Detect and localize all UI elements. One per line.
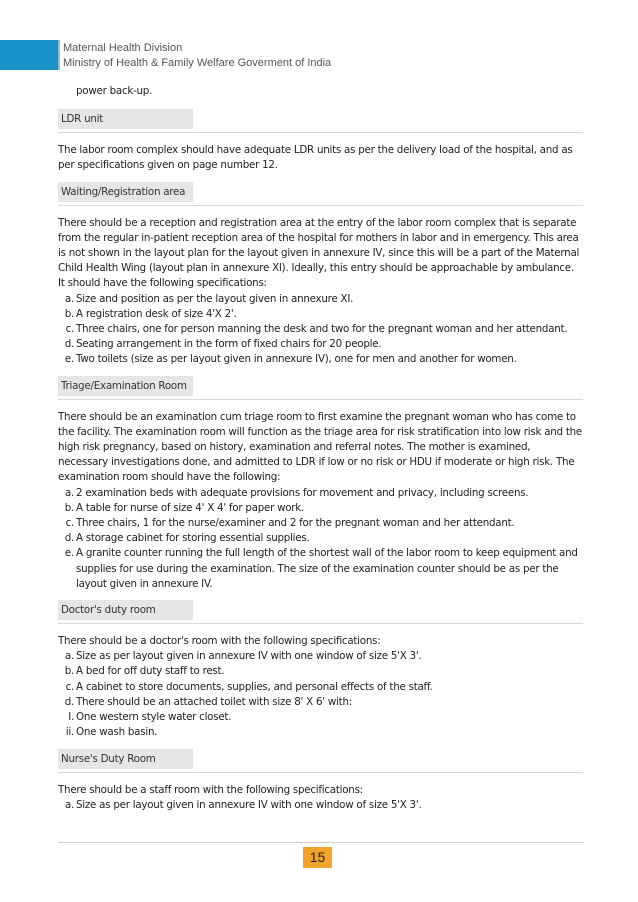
section-divider xyxy=(58,772,583,773)
list-item xyxy=(58,322,583,337)
list-marker: d. xyxy=(64,338,74,351)
header-divider xyxy=(58,40,60,70)
list-marker: I. xyxy=(68,711,74,724)
list-item-text: Three chairs, 1 for the nurse/examiner and 2 for the pregnant woman and her attendant. xyxy=(76,517,515,530)
list-item xyxy=(58,337,583,352)
spec-list xyxy=(58,649,583,740)
list-item-text: Size as per layout given in annexure IV with one window of size 5'X 3'. xyxy=(76,650,422,663)
list-item xyxy=(58,680,583,695)
list-item xyxy=(58,695,583,710)
section-divider xyxy=(58,623,583,624)
list-item xyxy=(58,307,583,322)
section-paragraph: The labor room complex should have adequate LDR units as per the delivery load of the hospital, and as per specifications given on page number 12. xyxy=(58,144,573,172)
section-nurses-duty-room xyxy=(58,749,583,813)
list-marker: e. xyxy=(64,353,74,366)
list-item-text: Size as per layout given in annexure IV with one window of size 5'X 3'. xyxy=(76,798,422,811)
list-item xyxy=(58,501,583,516)
header-accent-bar xyxy=(0,40,58,70)
list-item-text: A cabinet to store documents, supplies, and personal effects of the staff. xyxy=(76,680,433,693)
list-item-text: A registration desk of size 4'X 2'. xyxy=(76,307,237,320)
page-number: 15 xyxy=(303,847,332,868)
list-item-text: Size and position as per the layout given in annexure XI. xyxy=(76,292,354,305)
list-marker: d. xyxy=(64,695,74,708)
section-ldr-unit xyxy=(58,109,583,173)
spec-list xyxy=(58,486,583,592)
section-waiting-registration xyxy=(58,182,583,368)
section-doctors-duty-room xyxy=(58,600,583,740)
list-item xyxy=(58,649,583,664)
section-title: Triage/Examination Room xyxy=(58,376,193,396)
list-marker: a. xyxy=(64,650,74,663)
list-item-text: A storage cabinet for storing essential supplies. xyxy=(76,532,310,545)
section-divider xyxy=(58,132,583,133)
list-marker: a. xyxy=(64,292,74,305)
spec-list xyxy=(58,292,583,368)
list-marker: a. xyxy=(64,798,74,811)
lead-text: power back-up. xyxy=(76,85,153,97)
section-divider xyxy=(58,205,583,206)
section-title: LDR unit xyxy=(58,109,193,129)
spec-list xyxy=(58,798,583,813)
list-marker: c. xyxy=(65,323,74,336)
list-marker: b. xyxy=(64,307,74,320)
list-item xyxy=(58,516,583,531)
list-item xyxy=(58,531,583,546)
list-marker: b. xyxy=(64,501,74,514)
list-marker: a. xyxy=(64,486,74,499)
section-paragraph: There should be a reception and registration area at the entry of the labor room complex that is separate from the regular in-patient reception area of the hospital for mothers in labor and in emergency. This area is not shown in the layout plan for the layout given in annexure IV, since this will be a part of the Maternal Child Health Wing (layout plan in annexure XI). Ideally, this entry should be approachable by ambulance. It should have the following specifications: xyxy=(58,216,580,290)
list-item-text: There should be an attached toilet with size 8' X 6' with: xyxy=(76,695,352,708)
list-item xyxy=(58,292,583,307)
list-marker: e. xyxy=(64,547,74,560)
list-marker: d. xyxy=(64,532,74,545)
section-title: Waiting/Registration area xyxy=(58,182,193,202)
section-paragraph: There should be a staff room with the following specifications: xyxy=(58,783,363,796)
list-item-text: A bed for off duty staff to rest. xyxy=(76,665,225,678)
list-item-text: Three chairs, one for person manning the desk and two for the pregnant woman and her attendant. xyxy=(76,323,568,336)
footer-divider xyxy=(58,842,583,843)
list-item xyxy=(58,352,583,367)
list-item xyxy=(58,546,583,592)
list-item-text: One wash basin. xyxy=(76,726,158,739)
list-item-text: 2 examination beds with adequate provisions for movement and privacy, including screens. xyxy=(76,486,529,499)
section-paragraph: There should be an examination cum triage room to first examine the pregnant woman who has come to the facility. The examination room will function as the triage area for risk stratification into low risk and the high risk pregnancy, based on history, examination and referral notes. The mother is examined, necessary investigations done, and admitted to LDR if low or no risk or HDU if moderate or high risk. The examination room should have the following: xyxy=(58,410,582,484)
list-item-text: One western style water closet. xyxy=(76,711,232,724)
list-item xyxy=(58,725,583,740)
list-marker: b. xyxy=(64,665,74,678)
list-item-text: A granite counter running the full length of the shortest wall of the labor room to keep equipment and supplies for use during the examination. The size of the examination counter should be as per the layout given in annexure IV. xyxy=(76,547,578,590)
header-division: Maternal Health Division xyxy=(63,42,183,54)
section-divider xyxy=(58,399,583,400)
section-triage-examination xyxy=(58,376,583,592)
section-title: Nurse's Duty Room xyxy=(58,749,193,769)
list-item-text: Two toilets (size as per layout given in annexure IV), one for men and another for women. xyxy=(76,353,517,366)
list-marker: c. xyxy=(65,680,74,693)
list-item xyxy=(58,664,583,679)
section-paragraph: There should be a doctor's room with the following specifications: xyxy=(58,635,381,648)
list-marker: ii. xyxy=(65,726,74,739)
section-title: Doctor's duty room xyxy=(58,600,193,620)
list-item-text: A table for nurse of size 4' X 4' for paper work. xyxy=(76,501,305,514)
header-ministry: Ministry of Health & Family Welfare Goverment of India xyxy=(63,57,332,69)
list-item xyxy=(58,486,583,501)
list-item-text: Seating arrangement in the form of fixed chairs for 20 people. xyxy=(76,338,382,351)
list-item xyxy=(58,798,583,813)
list-item xyxy=(58,710,583,725)
list-marker: c. xyxy=(65,517,74,530)
page-content xyxy=(58,84,583,813)
